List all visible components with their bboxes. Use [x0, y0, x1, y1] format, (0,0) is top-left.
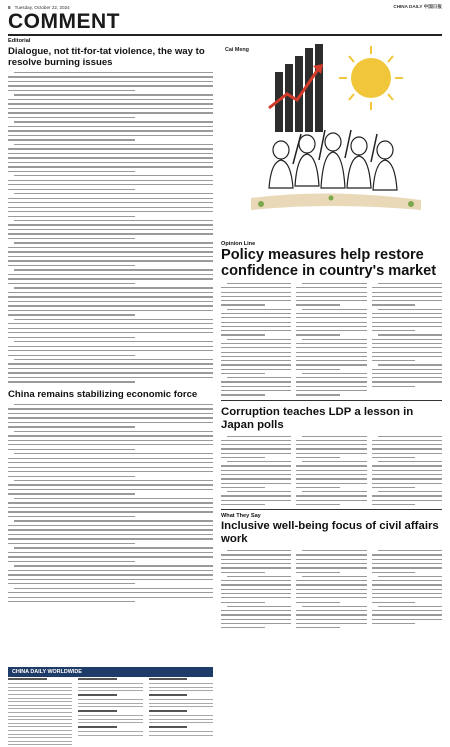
second-headline: China remains stabilizing economic force	[8, 388, 198, 400]
brand-name	[393, 4, 442, 10]
editorial-headline: Dialogue, not tit-for-tat violence, the way to resolve burning issues	[8, 46, 205, 68]
opinion-kicker: Opinion Line	[221, 241, 256, 247]
section-title: COMMENT	[8, 10, 120, 33]
brand-cn: 中国日报	[423, 4, 442, 9]
brand-en: CHINA DAILY	[393, 4, 423, 9]
right-column	[221, 38, 442, 628]
second-story-body	[8, 404, 213, 603]
left-column	[8, 38, 213, 602]
opinion-headline: Policy measures help restore confidence in country's market	[221, 247, 437, 279]
worldwide-contacts	[8, 678, 213, 747]
opinion-body	[221, 283, 442, 396]
section-divider	[221, 400, 442, 401]
corruption-body	[221, 436, 442, 506]
editorial-body	[8, 72, 213, 383]
whatthey-headline: Inclusive well-being focus of civil affairs work	[221, 520, 439, 546]
editorial-cartoon	[221, 38, 442, 238]
whatthey-kicker: What They Say	[221, 513, 261, 520]
page-number: 8	[8, 4, 11, 10]
cartoon-credit: Cai Meng	[225, 47, 249, 53]
editorial-kicker: Editorial	[8, 38, 31, 44]
corruption-headline: Corruption teaches LDP a lesson in Japan polls	[221, 405, 414, 431]
whatthey-body	[221, 550, 442, 628]
top-rule	[8, 34, 442, 36]
cartoon-illustration	[221, 38, 442, 238]
section-divider-2	[221, 509, 442, 510]
date-line: Tuesday, October 22, 2024	[14, 4, 70, 10]
worldwide-bar: CHINA DAILY WORLDWIDE	[8, 667, 213, 677]
